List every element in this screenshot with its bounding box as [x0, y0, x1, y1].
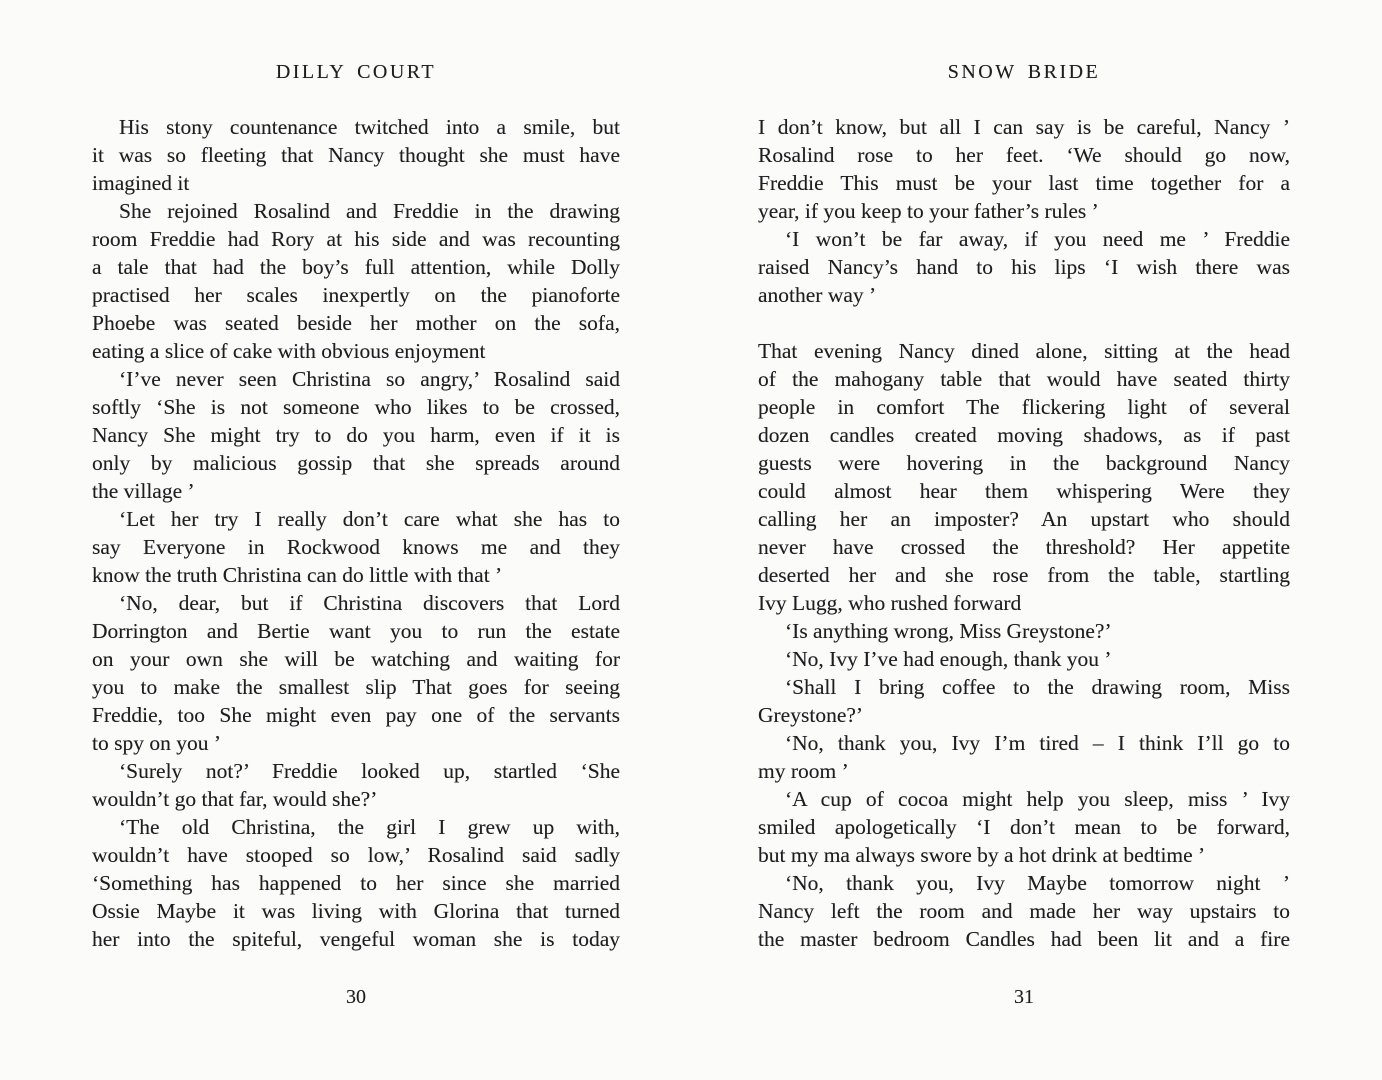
text-line: That evening Nancy dined alone, sitting at the head — [758, 339, 1290, 363]
text-line: Phoebe was seated beside her mother on the sofa, — [92, 311, 620, 335]
text-line: say Everyone in Rockwood knows me and they — [92, 535, 620, 559]
text-line: dozen candles created moving shadows, as if past — [758, 423, 1290, 447]
text-line: smiled apologetically ‘I don’t mean to be forward, — [758, 815, 1290, 839]
text-line: ‘Surely not?’ Freddie looked up, startled ‘She — [119, 759, 620, 783]
text-line: ‘Shall I bring coffee to the drawing room, Miss — [785, 675, 1290, 699]
left-running-header: DILLY COURT — [275, 61, 437, 83]
paragraph — [92, 197, 620, 365]
left-page-text — [92, 113, 620, 953]
text-line: ‘No, thank you, Ivy Maybe tomorrow night ’ — [785, 871, 1290, 895]
text-line: ‘I won’t be far away, if you need me ’ Freddie — [785, 227, 1290, 251]
right-page-text — [758, 113, 1290, 953]
text-line: Nancy She might try to do you harm, even if it is — [92, 423, 620, 447]
paragraph — [758, 869, 1290, 953]
text-line: on your own she will be watching and waiting for — [92, 647, 620, 671]
right-page-number: 31 — [1014, 986, 1034, 1008]
text-line: ‘The old Christina, the girl I grew up with, — [119, 815, 620, 839]
text-line: the master bedroom Candles had been lit and a fire — [758, 927, 1290, 951]
paragraph — [758, 673, 1290, 729]
text-line: softly ‘She is not someone who likes to be crossed, — [92, 395, 620, 419]
text-line: a tale that had the boy’s full attention, while Dolly — [92, 255, 620, 279]
text-line: you to make the smallest slip That goes for seeing — [92, 675, 620, 699]
paragraph — [92, 505, 620, 589]
text-line: could almost hear them whispering Were they — [758, 479, 1290, 503]
text-line: Ivy Lugg, who rushed forward — [758, 591, 1022, 615]
text-line: guests were hovering in the background Nancy — [758, 451, 1290, 475]
text-line: His stony countenance twitched into a smile, but — [119, 115, 620, 139]
left-page-number: 30 — [346, 986, 366, 1008]
paragraph — [92, 813, 620, 953]
text-line: my room ’ — [758, 759, 849, 783]
text-line: ‘No, dear, but if Christina discovers that Lord — [119, 591, 620, 615]
right-running-header: SNOW BRIDE — [947, 61, 1101, 83]
text-line: it was so fleeting that Nancy thought she must have — [92, 143, 620, 167]
paragraph — [758, 645, 1290, 673]
text-line: to spy on you ’ — [92, 731, 221, 755]
paragraph — [758, 225, 1290, 309]
left-page — [92, 0, 620, 1080]
text-line: practised her scales inexpertly on the pianoforte — [92, 283, 620, 307]
paragraph — [758, 337, 1290, 617]
paragraph — [92, 589, 620, 757]
text-line: year, if you keep to your father’s rules ’ — [758, 199, 1099, 223]
text-line: never have crossed the threshold? Her appetite — [758, 535, 1290, 559]
text-line: Greystone?’ — [758, 703, 864, 727]
paragraph — [92, 113, 620, 197]
text-line: Rosalind rose to her feet. ‘We should go now, — [758, 143, 1290, 167]
text-line: only by malicious gossip that she spreads around — [92, 451, 620, 475]
text-line: ‘No, Ivy I’ve had enough, thank you ’ — [785, 647, 1112, 671]
text-line: Freddie, too She might even pay one of the servants — [92, 703, 620, 727]
text-line: calling her an imposter? An upstart who should — [758, 507, 1290, 531]
text-line: her into the spiteful, vengeful woman she is today — [92, 927, 620, 951]
text-line: room Freddie had Rory at his side and was recounting — [92, 227, 620, 251]
text-line: the village ’ — [92, 479, 195, 503]
text-line: ‘Is anything wrong, Miss Greystone?’ — [785, 619, 1112, 643]
paragraph — [92, 365, 620, 505]
text-line: ‘I’ve never seen Christina so angry,’ Rosalind said — [119, 367, 620, 391]
paragraph — [758, 785, 1290, 869]
text-line: wouldn’t go that far, would she?’ — [92, 787, 378, 811]
text-line: but my ma always swore by a hot drink at bedtime ’ — [758, 843, 1206, 867]
text-line: eating a slice of cake with obvious enjoyment — [92, 339, 486, 363]
right-page — [758, 0, 1290, 1080]
text-line: of the mahogany table that would have seated thirty — [758, 367, 1290, 391]
text-line: deserted her and she rose from the table, startling — [758, 563, 1290, 587]
paragraph — [758, 729, 1290, 785]
text-line: I don’t know, but all I can say is be careful, Nancy ’ — [758, 115, 1290, 139]
text-line: know the truth Christina can do little with that ’ — [92, 563, 503, 587]
text-line: Ossie Maybe it was living with Glorina that turned — [92, 899, 620, 923]
paragraph — [758, 617, 1290, 645]
text-line: ‘A cup of cocoa might help you sleep, miss ’ Ivy — [785, 787, 1290, 811]
paragraph — [92, 757, 620, 813]
text-line: imagined it — [92, 171, 190, 195]
text-line: people in comfort The flickering light of several — [758, 395, 1290, 419]
text-line: ‘No, thank you, Ivy I’m tired – I think I’ll go to — [785, 731, 1290, 755]
text-line: another way ’ — [758, 283, 877, 307]
text-line: ‘Let her try I really don’t care what she has to — [119, 507, 620, 531]
text-line: raised Nancy’s hand to his lips ‘I wish there was — [758, 255, 1290, 279]
paragraph — [758, 113, 1290, 225]
text-line: Nancy left the room and made her way upstairs to — [758, 899, 1290, 923]
text-line: She rejoined Rosalind and Freddie in the drawing — [119, 199, 620, 223]
text-line: Dorrington and Bertie want you to run the estate — [92, 619, 620, 643]
text-line: wouldn’t have stooped so low,’ Rosalind said sadly — [92, 843, 620, 867]
text-line: Freddie This must be your last time together for a — [758, 171, 1290, 195]
text-line: ‘Something has happened to her since she married — [92, 871, 620, 895]
